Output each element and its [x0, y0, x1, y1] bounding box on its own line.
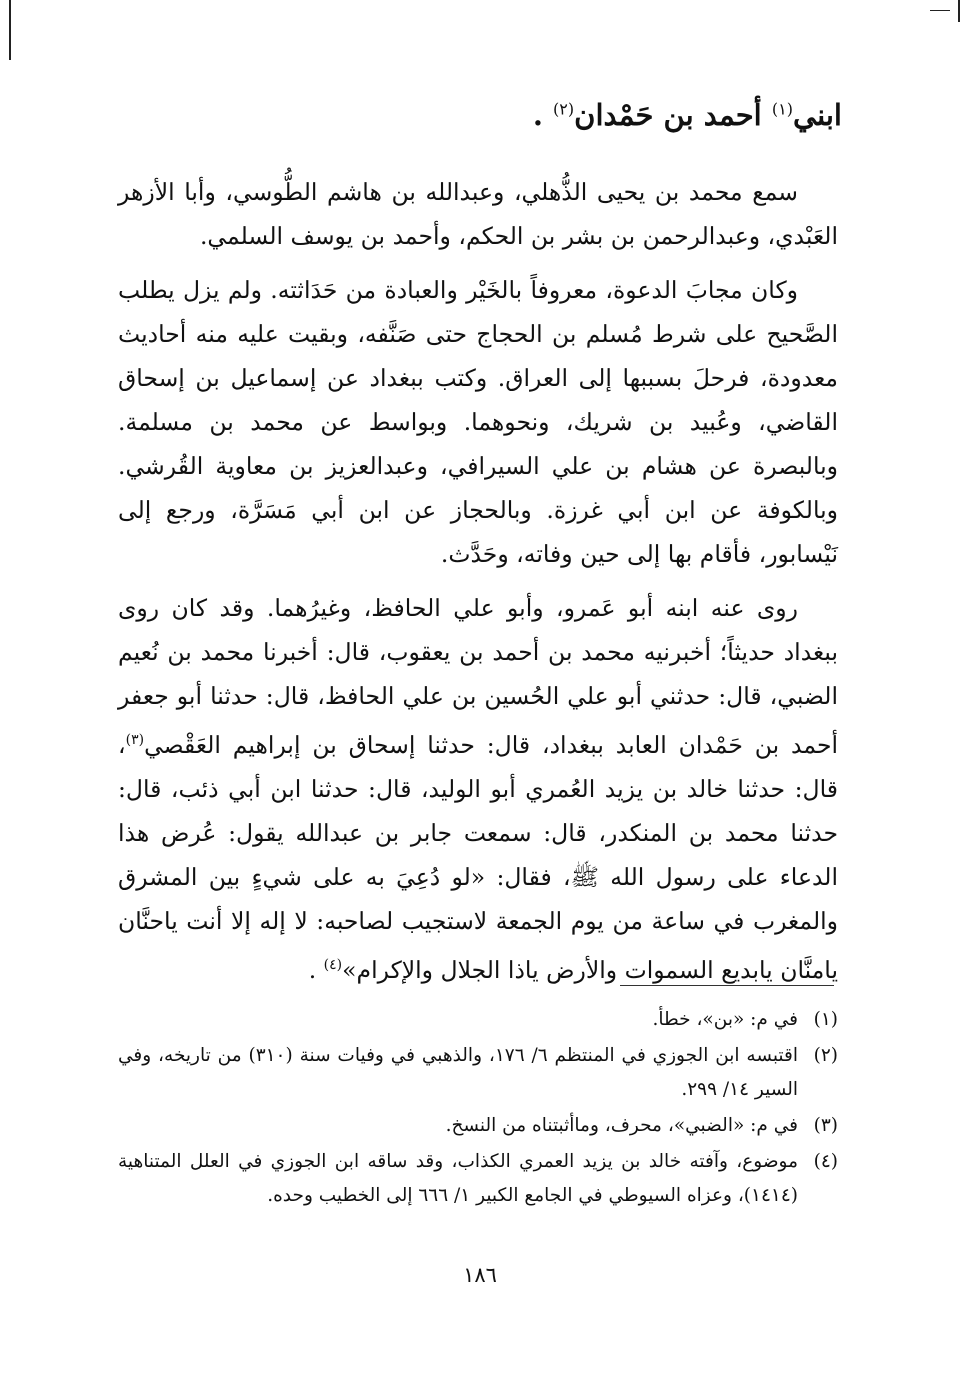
footnote-text: موضوع، وآفته خالد بن يزيد العمري الكذاب، وقد ساقه ابن الجوزي في العلل المتناهية (١٤١٤)، وعزاه السيوطي في الجامع الكبير ١/ ٦٦٦ إلى الخطيب وحده.	[118, 1151, 798, 1206]
paragraph-3-part-2: ، قال: حدثنا خالد بن يزيد العُمري أبو الوليد، قال: حدثنا ابن أبي ذئب، قال: حدثنا محمد بن المنكدر، قال: سمعت جابر بن عبدالله يقول: عُرض هذا الدعاء على رسول الله ﷺ، فقال: «لو دُعِيَ به على شيءٍ بين المشرق والمغرب في ساعة من يوم الجمعة لاستجيب لصاحبه: لا إله إلا أنت ياحنَّان يامنَّان يابديع السموات والأرض ياذا الجلال والإكرام»	[118, 730, 838, 984]
footnote-text: في م: «الضبي»، محرف، وماأثبتناه من النسخ.	[445, 1115, 798, 1136]
footnote-number: (٣)	[813, 1115, 838, 1136]
footnote-ref-2: (٢)	[553, 99, 575, 119]
footnote-ref-3: (٣)	[125, 732, 145, 748]
footnotes	[118, 1003, 838, 1215]
footnote-text: في م: «بن»، خطأ.	[652, 1009, 798, 1030]
entry-heading	[142, 98, 842, 132]
heading-prefix: ابني	[792, 98, 842, 132]
footnote-text: اقتبسه ابن الجوزي في المنتظم ٦/ ١٧٦، والذهبي في وفيات سنة (٣١٠) من تاريخه، وفي السير ١٤/ ٢٩٩.	[118, 1045, 798, 1100]
footnote-number: (٢)	[813, 1045, 838, 1066]
paragraph-1: سمع محمد بن يحيى الذُّهلي، وعبدالله بن هاشم الطُّوسي، وأبا الأزهر العَبْدي، وعبدالرحمن بن بشر بن الحكم، وأحمد بن يوسف السلمي.	[118, 178, 838, 250]
footnote-1	[118, 1003, 838, 1037]
paragraph-3-part-1: روى عنه ابنه أبو عَمرو، وأبو علي الحافظ، وغيرُهما. وقد كان روى ببغداد حديثاً؛ أخبرنيه محمد بن أحمد بن يعقوب، قال: أخبرنا محمد بن نُعيم الضبي، قال: حدثني أبو علي الحُسين بن علي الحافظ، قال: حدثنا أبو جعفر أحمد بن حَمْدان العابد ببغداد، قال: حدثنا إسحاق بن إبراهيم العَقْصي	[118, 594, 838, 759]
footnote-3	[118, 1109, 838, 1143]
heading-end: .	[532, 98, 554, 132]
scan-margin-line-right	[958, 0, 960, 22]
footnote-number: (٤)	[813, 1151, 838, 1172]
heading-name: أحمد بن حَمْدان	[574, 98, 762, 132]
footnote-2	[118, 1039, 838, 1107]
paragraph-2: وكان مجابَ الدعوة، معروفاً بالخَيْر والعبادة من حَدَاثته. ولم يزل يطلب الصَّحيح على شرط مُسلم بن الحجاج حتى صَنَّفه، وبقيت عليه منه أحاديث معدودة، فرحلَ بسببها إلى العراق. وكتب ببغداد عن إسماعيل بن إسحاق القاضي، وعُبيد بن شريك، ونحوهما. وبواسط عن محمد بن مسلمة. وبالبصرة عن هشام بن علي السيرافي، وعبدالعزيز بن معاوية القُرشي. وبالكوفة عن ابن أبي غرزة. وبالحجاز عن ابن أبي مَسَرَّة، ورجع إلى نَيْسابور، فأقام بها إلى حين وفاته، وحَدَّث.	[118, 276, 838, 568]
footnote-ref-4: (٤)	[323, 956, 343, 973]
main-text	[118, 170, 838, 1002]
footnote-number: (١)	[813, 1009, 838, 1030]
footnote-ref-1: (١)	[771, 99, 793, 119]
footnote-4	[118, 1145, 838, 1213]
paragraph-3-end: .	[308, 955, 324, 984]
scan-margin-mark	[930, 10, 950, 11]
footnote-separator	[620, 985, 834, 986]
scan-margin-line-left	[9, 0, 11, 60]
paragraph-3	[118, 586, 838, 992]
page-number: ١٨٦	[463, 1263, 497, 1287]
